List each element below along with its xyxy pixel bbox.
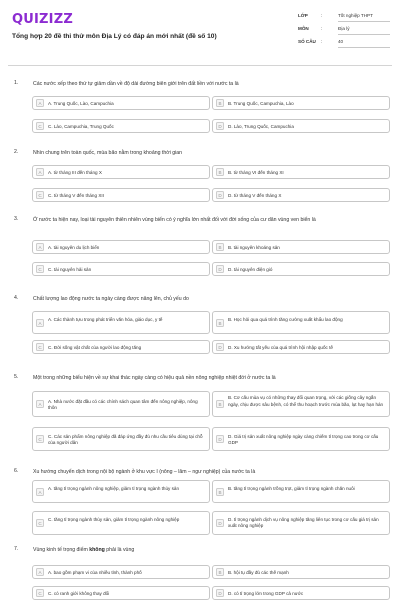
option-a[interactable]: [32, 240, 210, 254]
option-text: D. Lào, Trung Quốc, Campuchia: [228, 123, 294, 129]
option-text: A. bao gồm phạm vi của nhiều tỉnh, thành phố: [48, 569, 142, 575]
option-text: B. tăng tỉ trọng ngành trồng trọt, giảm tỉ trọng ngành chăn nuôi: [228, 485, 355, 491]
meta-row-class: LỚP : Tốt nghiệp THPT: [298, 13, 373, 18]
option-c[interactable]: [32, 119, 210, 133]
option-letter: B: [216, 400, 224, 408]
option-text: A. Các thành tựu trong phát triển văn hóa, giáo dục, y tế: [48, 316, 163, 322]
option-c[interactable]: [32, 262, 210, 276]
option-d[interactable]: [212, 119, 390, 133]
option-d[interactable]: [212, 586, 390, 600]
option-letter: B: [216, 319, 224, 327]
option-a[interactable]: [32, 565, 210, 579]
option-letter: A: [36, 568, 44, 576]
meta-label: LỚP: [298, 13, 308, 18]
option-d[interactable]: [212, 340, 390, 354]
option-b[interactable]: [212, 391, 390, 417]
question-text: Chất lượng lao động nước ta ngày càng được nâng lên, chủ yếu do: [33, 296, 189, 302]
option-letter: C: [36, 343, 44, 351]
meta-value: 40: [338, 39, 344, 44]
option-letter: A: [36, 400, 44, 408]
option-text: B. từ tháng VI đến tháng XI: [228, 169, 284, 175]
option-letter: D: [216, 122, 224, 130]
option-d[interactable]: [212, 511, 390, 535]
option-a[interactable]: [32, 480, 210, 503]
option-c[interactable]: [32, 340, 210, 354]
option-c[interactable]: [32, 586, 210, 600]
option-b[interactable]: [212, 311, 390, 334]
option-letter: D: [216, 343, 224, 351]
question-text: Ở nước ta hiện nay, loại tài nguyên thiên nhiên vùng biển có ý nghĩa lớn nhất đối với đời sống của cư dân vùng ven biển là: [33, 217, 316, 223]
option-letter: B: [216, 568, 224, 576]
option-text: D. từ tháng V đến tháng X: [228, 192, 282, 198]
option-c[interactable]: [32, 188, 210, 202]
option-a[interactable]: [32, 165, 210, 179]
option-b[interactable]: [212, 480, 390, 503]
option-a[interactable]: [32, 96, 210, 110]
option-a[interactable]: [32, 391, 210, 417]
option-text: B. hội tụ đầy đủ các thế mạnh: [228, 569, 289, 575]
question-number: 3.: [14, 216, 19, 222]
option-text: D. tỉ trọng ngành dịch vụ nông nghiệp tăng liên tục trong cơ cấu giá trị sản xuất nông nghiệp: [228, 517, 379, 529]
option-text: B. Cơ cấu mùa vụ có những thay đổi quan trọng, với các giống cây ngắn ngày, chịu được sâu bệnh, có thể thu hoạch trước mùa bão, lụt hay hạn hán: [228, 395, 384, 407]
option-text: D. có tỉ trọng lớn trong GDP cả nước: [228, 590, 304, 596]
option-letter: B: [216, 243, 224, 251]
meta-row-subject: MÔN : Địa lý: [298, 26, 350, 31]
option-b[interactable]: [212, 165, 390, 179]
question-number: 2.: [14, 149, 19, 155]
question-number: 6.: [14, 468, 19, 474]
option-letter: A: [36, 488, 44, 496]
option-text: B. Học hỏi qua quá trình tăng cường xuất khẩu lao động: [228, 316, 343, 322]
option-b[interactable]: [212, 96, 390, 110]
option-b[interactable]: [212, 240, 390, 254]
meta-label: MÔN: [298, 26, 309, 31]
meta-value: Địa lý: [338, 26, 350, 31]
option-text: C. Lào, Campuchia, Trung Quốc: [48, 123, 114, 129]
option-letter: C: [36, 589, 44, 597]
option-letter: B: [216, 168, 224, 176]
option-letter: C: [36, 519, 44, 527]
header-divider: [8, 65, 392, 66]
option-text: A. từ tháng III đến tháng X: [48, 169, 102, 175]
option-a[interactable]: [32, 311, 210, 334]
option-letter: C: [36, 265, 44, 273]
option-text: C. có ranh giới không thay đổi: [48, 590, 110, 596]
option-c[interactable]: [32, 427, 210, 451]
option-letter: D: [216, 265, 224, 273]
option-text: B. Trung Quốc, Campuchia, Lào: [228, 100, 294, 106]
option-d[interactable]: [212, 262, 390, 276]
question-number: 5.: [14, 374, 19, 380]
option-d[interactable]: [212, 188, 390, 202]
option-text: A. tài nguyên du lịch biển: [48, 244, 100, 250]
worksheet-header: [0, 0, 400, 62]
option-b[interactable]: [212, 565, 390, 579]
option-text: A. Nhà nước đặt đầu có các chính sách quan tâm đến nông nghiệp, nông thôn: [48, 398, 198, 410]
option-letter: A: [36, 319, 44, 327]
option-text: D. Giá trị sản xuất nông nghiệp ngày càng chiếm tỉ trọng cao trong cơ cấu GDP: [228, 433, 379, 445]
question-number: 4.: [14, 295, 19, 301]
option-letter: D: [216, 589, 224, 597]
option-letter: B: [216, 488, 224, 496]
option-c[interactable]: [32, 511, 210, 535]
worksheet-title: Tổng hợp 20 đề thi thử môn Địa Lý có đáp án mới nhất (đề số 10): [12, 33, 217, 40]
question-number: 1.: [14, 80, 19, 86]
option-text: A. tăng tỉ trọng ngành nông nghiệp, giảm tỉ trọng ngành thủy sản: [48, 485, 180, 491]
question-text: Vùng kinh tế trọng điểm không phải là vùng: [33, 547, 135, 553]
option-letter: D: [216, 435, 224, 443]
option-text: C. tăng tỉ trọng ngành thủy sản, giảm tỉ trọng ngành nông nghiệp: [48, 517, 180, 522]
option-text: C. Các sản phẩm nông nghiệp đã đáp ứng đầy đủ nhu cầu tiêu dùng tại chỗ của người dân: [48, 433, 203, 445]
option-letter: A: [36, 99, 44, 107]
option-text: A. Trung Quốc, Lào, Campuchia: [48, 100, 114, 106]
question-number: 7.: [14, 546, 19, 552]
emphasis-not: không: [89, 547, 105, 553]
option-letter: D: [216, 191, 224, 199]
option-d[interactable]: [212, 427, 390, 451]
option-text: C. Đời sống vật chất của người lao động tăng: [48, 344, 142, 350]
worksheet-meta: [298, 13, 390, 52]
option-text: D. tài nguyên điện gió: [228, 266, 273, 272]
quizizz-logo: QUIZIZZ: [12, 12, 73, 27]
option-letter: D: [216, 519, 224, 527]
question-text: Các nước xếp theo thứ tự giảm dần về độ dài đường biên giới trên đất liền với nước ta là: [33, 81, 239, 87]
option-text: D. Xu hướng tất yếu của quá trình hội nhập quốc tế: [228, 344, 333, 350]
question-text: Một trong những biểu hiện về sự khai thác ngày càng có hiệu quả nền nông nghiệp nhiệt đới ở nước ta là: [33, 375, 276, 381]
meta-label: SỐ CÂU: [298, 39, 316, 44]
option-letter: C: [36, 191, 44, 199]
question-text: Xu hướng chuyển dịch trong nội bộ ngành ở khu vực I (nông – lâm – ngư nghiệp) của nước ta là: [33, 469, 256, 475]
meta-value: Tốt nghiệp THPT: [338, 13, 373, 18]
option-letter: B: [216, 99, 224, 107]
option-letter: C: [36, 435, 44, 443]
option-letter: A: [36, 168, 44, 176]
option-text: B. tài nguyên khoáng sản: [228, 244, 280, 250]
option-text: C. từ tháng V đến tháng XII: [48, 192, 104, 198]
option-letter: A: [36, 243, 44, 251]
question-text: Nhìn chung trên toàn quốc, mùa bão nằm trong khoảng thời gian: [33, 150, 183, 156]
option-text: C. tài nguyên hải sản: [48, 266, 92, 272]
option-letter: C: [36, 122, 44, 130]
meta-row-question-count: SỐ CÂU : 40: [298, 39, 344, 44]
